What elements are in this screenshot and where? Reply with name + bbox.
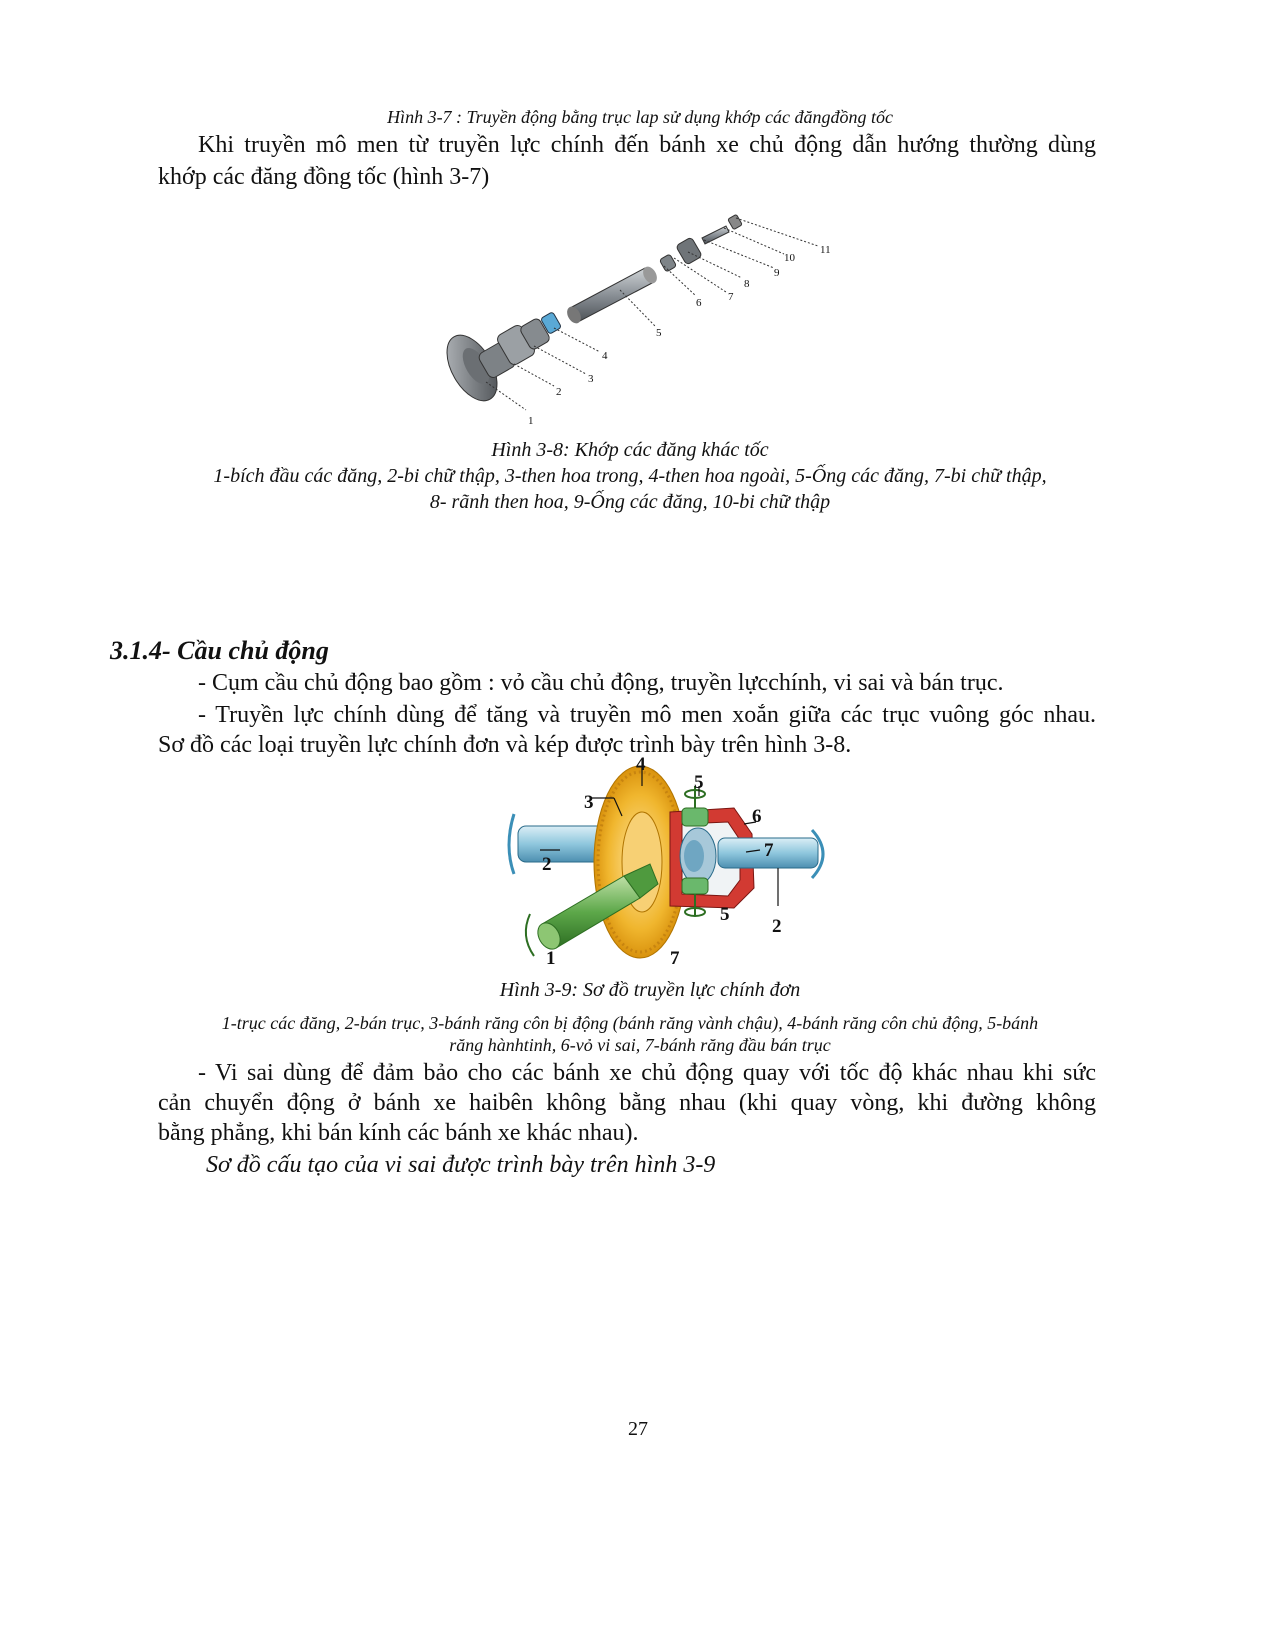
part-label: 7: [670, 948, 680, 969]
side-gear-hub: [684, 840, 704, 872]
paragraph-line: Sơ đồ các loại truyền lực chính đơn và kép được trình bày trên hình 3-8.: [158, 732, 852, 758]
paragraph-line: cản chuyển động ở bánh xe haibên không bằng nhau (khi quay vòng, khi đường không: [158, 1090, 1096, 1116]
part-label: 5: [656, 327, 662, 339]
figure-3-8-cardan-shaft: [430, 196, 850, 430]
part-label: 5: [694, 772, 704, 793]
part-label: 4: [602, 350, 608, 362]
paragraph-line: - Truyền lực chính dùng để tăng và truyền mô men xoắn giữa các trục vuông góc nhau.: [198, 702, 1096, 728]
figure-3-9-final-drive: [502, 756, 836, 970]
part-label: 7: [728, 291, 734, 303]
paragraph-line: khớp các đăng đồng tốc (hình 3-7): [158, 164, 490, 190]
figure-3-9-caption: Hình 3-9: Sơ đồ truyền lực chính đơn: [499, 979, 801, 1001]
page-number: 27: [628, 1418, 648, 1440]
part-label: 2: [772, 916, 782, 937]
leader-lines: [486, 218, 818, 410]
part-label: 3: [584, 792, 594, 813]
figure-3-9-legend: 1-trục các đăng, 2-bán trục, 3-bánh răng côn bị động (bánh răng vành chậu), 4-bánh răng côn chủ động, 5-bánh: [221, 1013, 1039, 1033]
part-label: 1: [546, 948, 556, 969]
cross-part-2: [728, 214, 743, 229]
part-label: 2: [542, 854, 552, 875]
yoke-part-2: [676, 237, 703, 265]
figure-3-9-legend: răng hànhtinh, 6-vỏ vi sai, 7-bánh răng đầu bán trục: [449, 1035, 831, 1055]
left-wheel-arc: [509, 814, 514, 874]
paragraph-line: - Cụm cầu chủ động bao gồm : vỏ cầu chủ động, truyền lựcchính, vi sai và bán trục.: [198, 670, 1004, 696]
figure-3-8-caption: Hình 3-8: Khớp các đăng khác tốc: [491, 439, 769, 461]
part-label: 5: [720, 904, 730, 925]
part-label: 9: [774, 267, 780, 279]
section-heading: 3.1.4- Cầu chủ động: [110, 636, 329, 665]
part-label: 11: [820, 244, 831, 256]
figure-3-8-legend: 8- rãnh then hoa, 9-Ống các đăng, 10-bi chữ thập: [429, 491, 831, 513]
part-label: 6: [696, 297, 702, 309]
part-label: 6: [752, 806, 762, 827]
paragraph-line: Sơ đồ cấu tạo của vi sai được trình bày trên hình 3-9: [206, 1152, 716, 1178]
paragraph-line: bằng phẳng, khi bán kính các bánh xe khác nhau).: [158, 1120, 639, 1146]
part-label: 4: [636, 756, 646, 775]
part-label: 1: [528, 415, 534, 427]
figure-3-7-caption: Hình 3-7 : Truyền động bằng trục lap sử dụng khớp các đăngđồng tốc: [387, 107, 893, 127]
part-label: 2: [556, 386, 562, 398]
part-label: 7: [764, 840, 774, 861]
part-label: 10: [784, 252, 795, 264]
figure-3-8-legend: 1-bích đầu các đăng, 2-bi chữ thập, 3-then hoa trong, 4-then hoa ngoài, 5-Ống các đăng, 7-bi chữ thập,: [213, 465, 1047, 487]
paragraph-line: - Vi sai dùng để đảm bảo cho các bánh xe chủ động quay với tốc độ khác nhau khi sức: [198, 1060, 1096, 1086]
paragraph-line: Khi truyền mô men từ truyền lực chính đến bánh xe chủ động dẫn hướng thường dùng: [198, 132, 1096, 158]
part-label: 3: [588, 373, 594, 385]
part-label: 8: [744, 278, 750, 290]
